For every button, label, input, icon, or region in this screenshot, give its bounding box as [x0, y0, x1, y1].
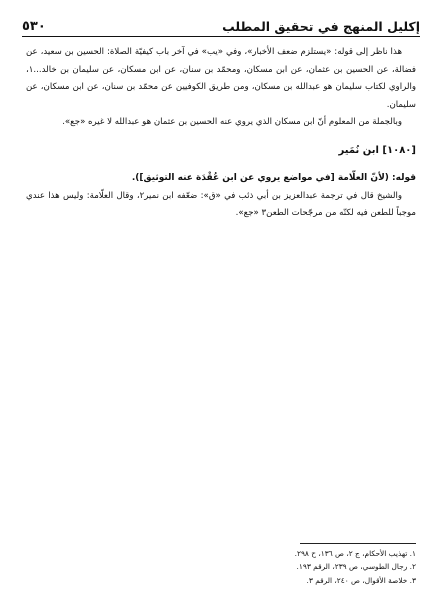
paragraph-1: هذا ناظر إلى قوله: «يستلزم ضعف الأخبار»، وفي «يب» في آخر باب كيفيّة الصلاة: الحسين بن سعيد، عن فضالة، عن الحسين بن عثمان، عن ابن مسكان، ومحمّد بن سنان، عن ابن مسكان، عن سليمان بن خالد...١، والراوي لكتاب سليمان هو عبدالله بن مسكان، ومن طريق الكوفيين عن محمّد بن سنان، عن ابن مسكان، عن سليمان. [26, 47, 416, 110]
page-number: ٥٣٠ [22, 19, 46, 34]
quoted-statement: قوله: (لأنّ العلّامة [في مواضع يروي عن ابن عُقْدَة عنه التوثيق]). [131, 172, 416, 183]
paragraph-3: والشيخ قال في ترجمة عبدالعزيز بن أبي ذئب في «ق»: ضعّفه ابن نمير٢، وقال العلّامة: وليس هذا عندي موجباً للطعن فيه لكنّه من مرجّحات الطعن٣ «جع». [26, 190, 416, 219]
paragraph-2: وبالجملة من المعلوم أنّ ابن مسكان الذي يروي عنه الحسين بن عثمان هو عبدالله لا غيره «جع». [62, 117, 402, 128]
footnote-2: ٢. رجال الطوسي، ص ٢٣٩، الرقم ١٩٣. [296, 562, 416, 572]
page-header [22, 10, 420, 34]
footnotes [26, 547, 416, 587]
footnote-1: ١. تهذيب الأحكام، ج ٢، ص ١٣٦، ح ٢٩٨. [294, 549, 416, 558]
footnote-divider [300, 543, 416, 544]
footnote-3: ٣. خلاصة الأقوال، ص ٢٤٠، الرقم ٣. [306, 575, 416, 585]
running-title: إكليل المنهج في تحقيق المطلب [222, 19, 420, 34]
header-divider [22, 36, 420, 37]
entry-heading: [١٠٨٠] ابن نُمَير [338, 144, 416, 156]
main-text [26, 44, 416, 223]
